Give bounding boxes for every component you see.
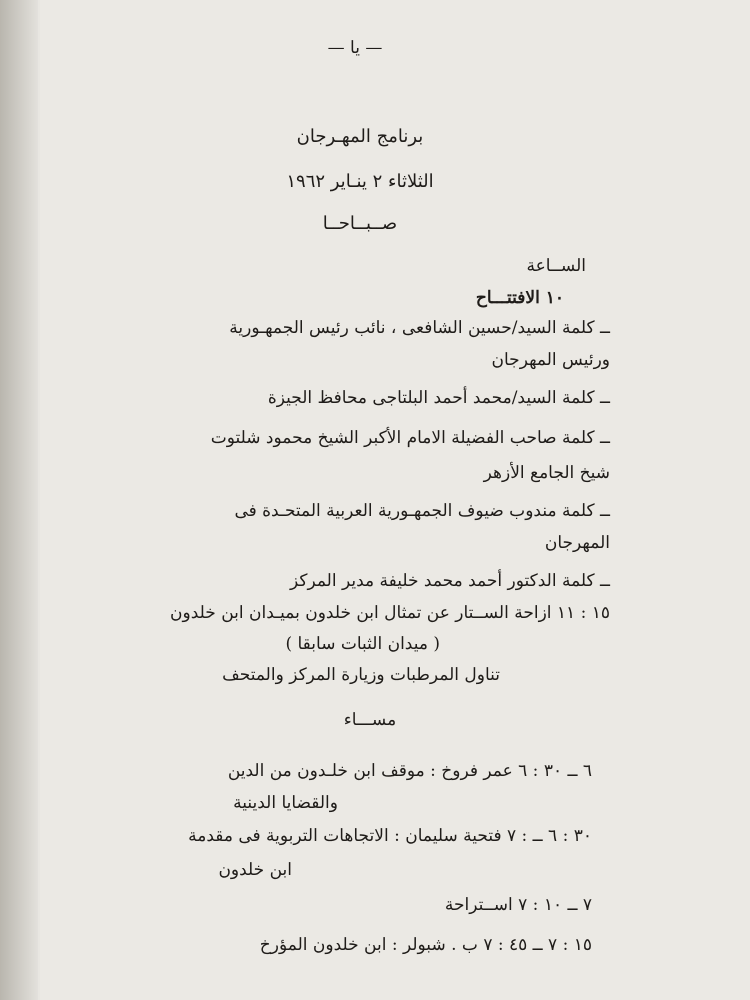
schedule-line: تناول المرطبات وزيارة المركز والمتحف xyxy=(222,665,500,685)
schedule-line: ــ كلمة مندوب ضيوف الجمهـورية العربية المتحـدة فى xyxy=(234,501,610,521)
program-title: برنامج المهـرجان xyxy=(296,126,424,147)
morning-heading: صــبــاحــا xyxy=(322,213,398,234)
hour-column-label: الســاعة xyxy=(526,256,586,276)
schedule-line: والقضايا الدينية xyxy=(233,793,338,813)
evening-heading: مســـاء xyxy=(343,710,397,730)
schedule-line: ١٠ الافتتـــاح xyxy=(475,288,564,308)
schedule-line: شيخ الجامع الأزهر xyxy=(483,463,610,483)
schedule-line: ١٥ : ١١ ازاحة الســتار عن تمثال ابن خلدون بميـدان ابن خلدون xyxy=(170,603,610,623)
schedule-line: ــ كلمة السيد/حسين الشافعى ، نائب رئيس الجمهـورية xyxy=(229,318,610,338)
page-content xyxy=(40,0,750,1000)
schedule-line: ٦ ــ ٣٠ : ٦ عمر فروخ : موقف ابن خلـدون من الدين xyxy=(227,761,592,781)
schedule-line: ابن خلدون xyxy=(218,860,292,880)
schedule-line: المهرجان xyxy=(544,533,610,553)
schedule-line: ــ كلمة صاحب الفضيلة الامام الأكبر الشيخ محمود شلتوت xyxy=(210,428,610,448)
schedule-line: ورئيس المهرجان xyxy=(491,350,610,370)
schedule-line: ٣٠ : ٦ ــ : ٧ فتحية سليمان : الاتجاهات التربوية فى مقدمة xyxy=(188,826,592,846)
schedule-line: ( ميدان الثبات سابقا ) xyxy=(285,634,440,654)
page-gutter-shadow xyxy=(0,0,38,1000)
schedule-line: ــ كلمة السيد/محمد أحمد البلتاجى محافظ الجيزة xyxy=(267,388,610,408)
schedule-line: ــ كلمة الدكتور أحمد محمد خليفة مدير المركز xyxy=(289,571,610,591)
program-date: الثلاثاء ٢ ينـاير ١٩٦٢ xyxy=(286,171,434,192)
schedule-line: ٧ ــ ١٠ : ٧ اســتراحة xyxy=(444,895,592,915)
schedule-line: ١٥ : ٧ ــ ٤٥ : ٧ ب . شبولر : ابن خلدون المؤرخ xyxy=(259,935,592,955)
page-number: — يا — xyxy=(327,38,383,58)
